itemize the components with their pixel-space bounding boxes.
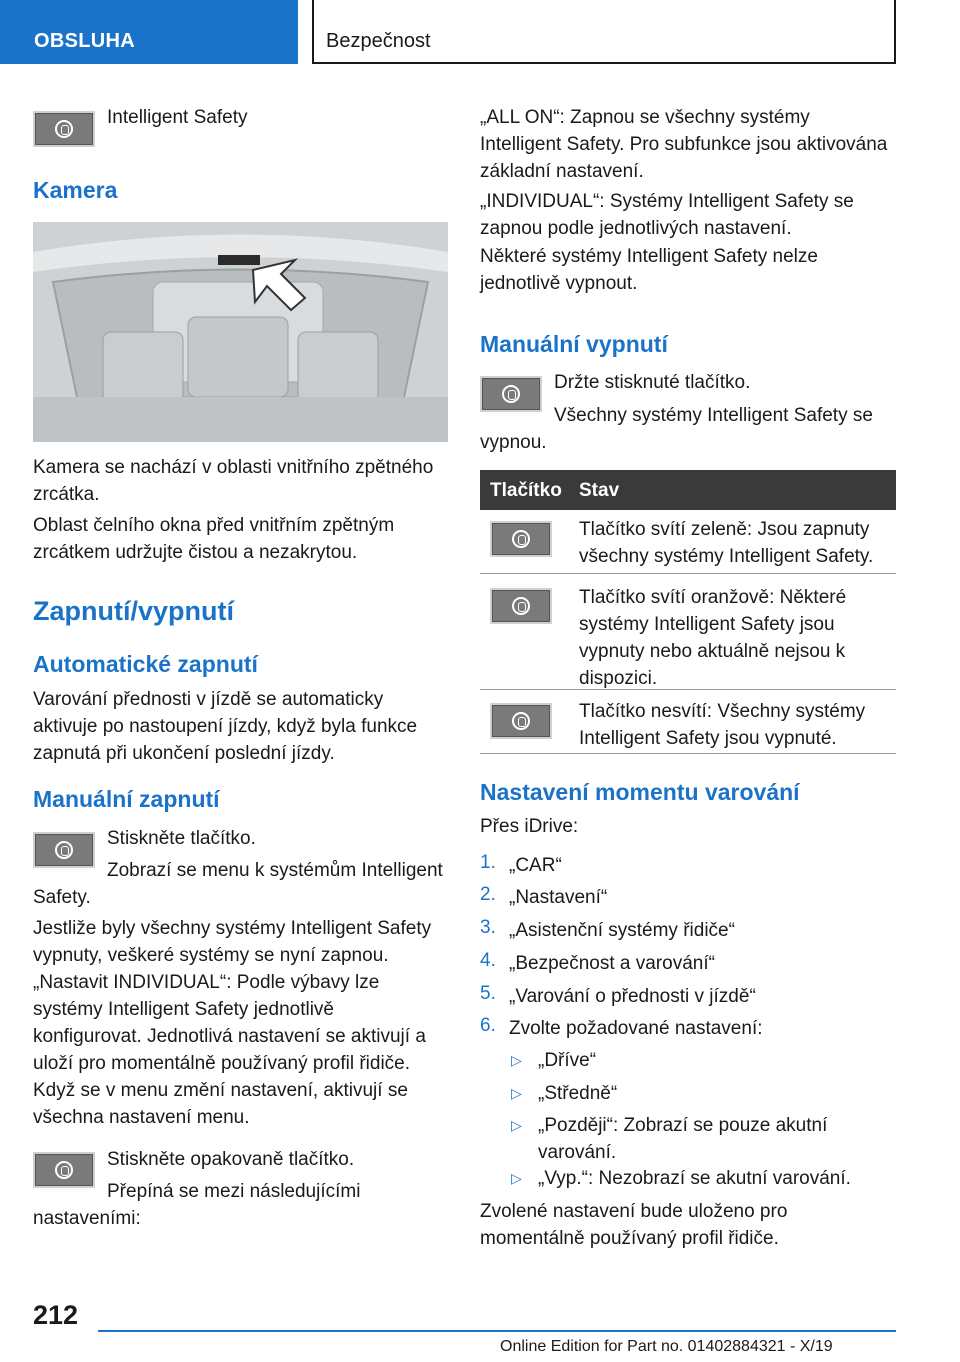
page-number: 212: [33, 1300, 79, 1330]
final-paragraph: Zvolené nastavení bude uloženo pro momentálně používaný profil řidiče.: [480, 1201, 788, 1249]
repeat-step-2: Přepíná se mezi následujícími nastaveními:: [33, 1181, 361, 1229]
manual-off-heading: Manuální vypnutí: [480, 331, 668, 357]
manual-on-step-2: Zobrazí se menu k systémům Intelligent Safety.: [33, 860, 443, 908]
manual-on-paragraph-1: Jestliže byly všechny systémy Intelligent Safety vypnuty, veškeré systémy se nyní zapnou.: [33, 918, 432, 966]
auto-heading: Automatické zapnutí: [33, 651, 258, 677]
manual-on-paragraph-2: „Nastavit INDIVIDUAL“: Podle výbavy lze systémy Intelligent Safety jednotlivě konfigurovat. Jednotlivá nastavení se aktivují a uloží pro momentálně používaný profil řidiče. Když se v menu změní nastavení, aktivují se všechna nastavení menu.: [33, 972, 426, 1128]
kamera-paragraph-1: Kamera se nachází v oblasti vnitřního zpětného zrcátka.: [33, 457, 434, 505]
kamera-heading: Kamera: [33, 177, 118, 203]
all-on-paragraph: „ALL ON“: Zapnou se všechny systémy Intelligent Safety. Pro subfunkce jsou aktivována základní nastavení.: [480, 107, 888, 182]
manual-off-step-2: Všechny systémy Intelligent Safety se vypnou.: [480, 405, 873, 453]
triangle-bullet-icon: ▷: [511, 1085, 522, 1101]
sub-option: „Dříve“: [538, 1050, 597, 1071]
table-row: [480, 510, 896, 574]
table-row: [480, 574, 896, 690]
warn-heading: Nastavení momentu varování: [480, 779, 800, 805]
footer-divider: [98, 1330, 896, 1332]
step-text: „Nastavení“: [509, 887, 608, 908]
step-number: 6.: [480, 1015, 496, 1036]
step-number: 5.: [480, 983, 496, 1004]
sub-option: „Později“: Zobrazí se pouze akutní varování.: [538, 1115, 828, 1163]
auto-paragraph: Varování přednosti v jízdě se automaticky aktivuje po nastoupení jízdy, když byla funkce zapnutá při ukončení poslední jízdy.: [33, 689, 418, 764]
button-status-table: [480, 470, 896, 754]
some-systems-paragraph: Některé systémy Intelligent Safety nelze jednotlivě vypnout.: [480, 246, 818, 294]
chapter-label: Bezpečnost: [326, 30, 431, 52]
camera-location-illustration: [33, 222, 448, 442]
section-label: OBSLUHA: [34, 30, 135, 52]
manual-off-step-1: Držte stisknuté tlačítko.: [554, 372, 751, 393]
table-row: [480, 690, 896, 754]
step-text: „Asistenční systémy řidiče“: [509, 920, 735, 941]
step-number: 1.: [480, 852, 496, 873]
zapnuti-heading: Zapnutí/vypnutí: [33, 596, 234, 626]
table-cell-status: Tlačítko nesvítí: Všechny systémy Intelligent Safety jsou vypnuté.: [579, 701, 866, 749]
step-number: 3.: [480, 917, 496, 938]
step-text: „CAR“: [509, 855, 562, 876]
manual-on-heading: Manuální zapnutí: [33, 786, 220, 812]
step-text: „Varování o přednosti v jízdě“: [509, 986, 756, 1007]
kamera-paragraph-2: Oblast čelního okna před vnitřním zpětným zrcátkem udržujte čistou a nezakrytou.: [33, 515, 395, 563]
table-header-status: Stav: [579, 480, 620, 501]
table-cell-status: Tlačítko svítí oranžově: Některé systémy Intelligent Safety jsou vypnuty nebo aktuálně nejsou k dispozici.: [579, 587, 847, 689]
sub-option: „Středně“: [538, 1083, 618, 1104]
off-button-icon: [490, 703, 552, 739]
triangle-bullet-icon: ▷: [511, 1052, 522, 1068]
table-header-button: Tlačítko: [490, 480, 562, 501]
triangle-bullet-icon: ▷: [511, 1170, 522, 1186]
individual-paragraph: „INDIVIDUAL“: Systémy Intelligent Safety se zapnou podle jednotlivých nastavení.: [480, 191, 854, 239]
intelligent-safety-button-icon: [33, 111, 95, 147]
sub-option: „Vyp.“: Nezobrazí se akutní varování.: [538, 1168, 851, 1189]
chapter-tab: [312, 0, 896, 64]
via-idrive: Přes iDrive:: [480, 816, 579, 837]
orange-button-icon: [490, 588, 552, 624]
step-text: Zvolte požadované nastavení:: [509, 1018, 763, 1039]
triangle-bullet-icon: ▷: [511, 1117, 522, 1133]
section-tab: [0, 0, 298, 64]
step-text: „Bezpečnost a varování“: [509, 953, 715, 974]
repeat-step-1: Stiskněte opakovaně tlačítko.: [107, 1149, 355, 1170]
table-header: [480, 470, 896, 510]
step-number: 4.: [480, 950, 496, 971]
edition-text: Online Edition for Part no. 01402884321 - X/19: [500, 1338, 833, 1355]
table-cell-status: Tlačítko svítí zeleně: Jsou zapnuty všechny systémy Intelligent Safety.: [579, 519, 874, 567]
manual-on-step-1: Stiskněte tlačítko.: [107, 828, 256, 849]
intro-label: Intelligent Safety: [107, 107, 248, 128]
green-button-icon: [490, 521, 552, 557]
step-number: 2.: [480, 884, 496, 905]
